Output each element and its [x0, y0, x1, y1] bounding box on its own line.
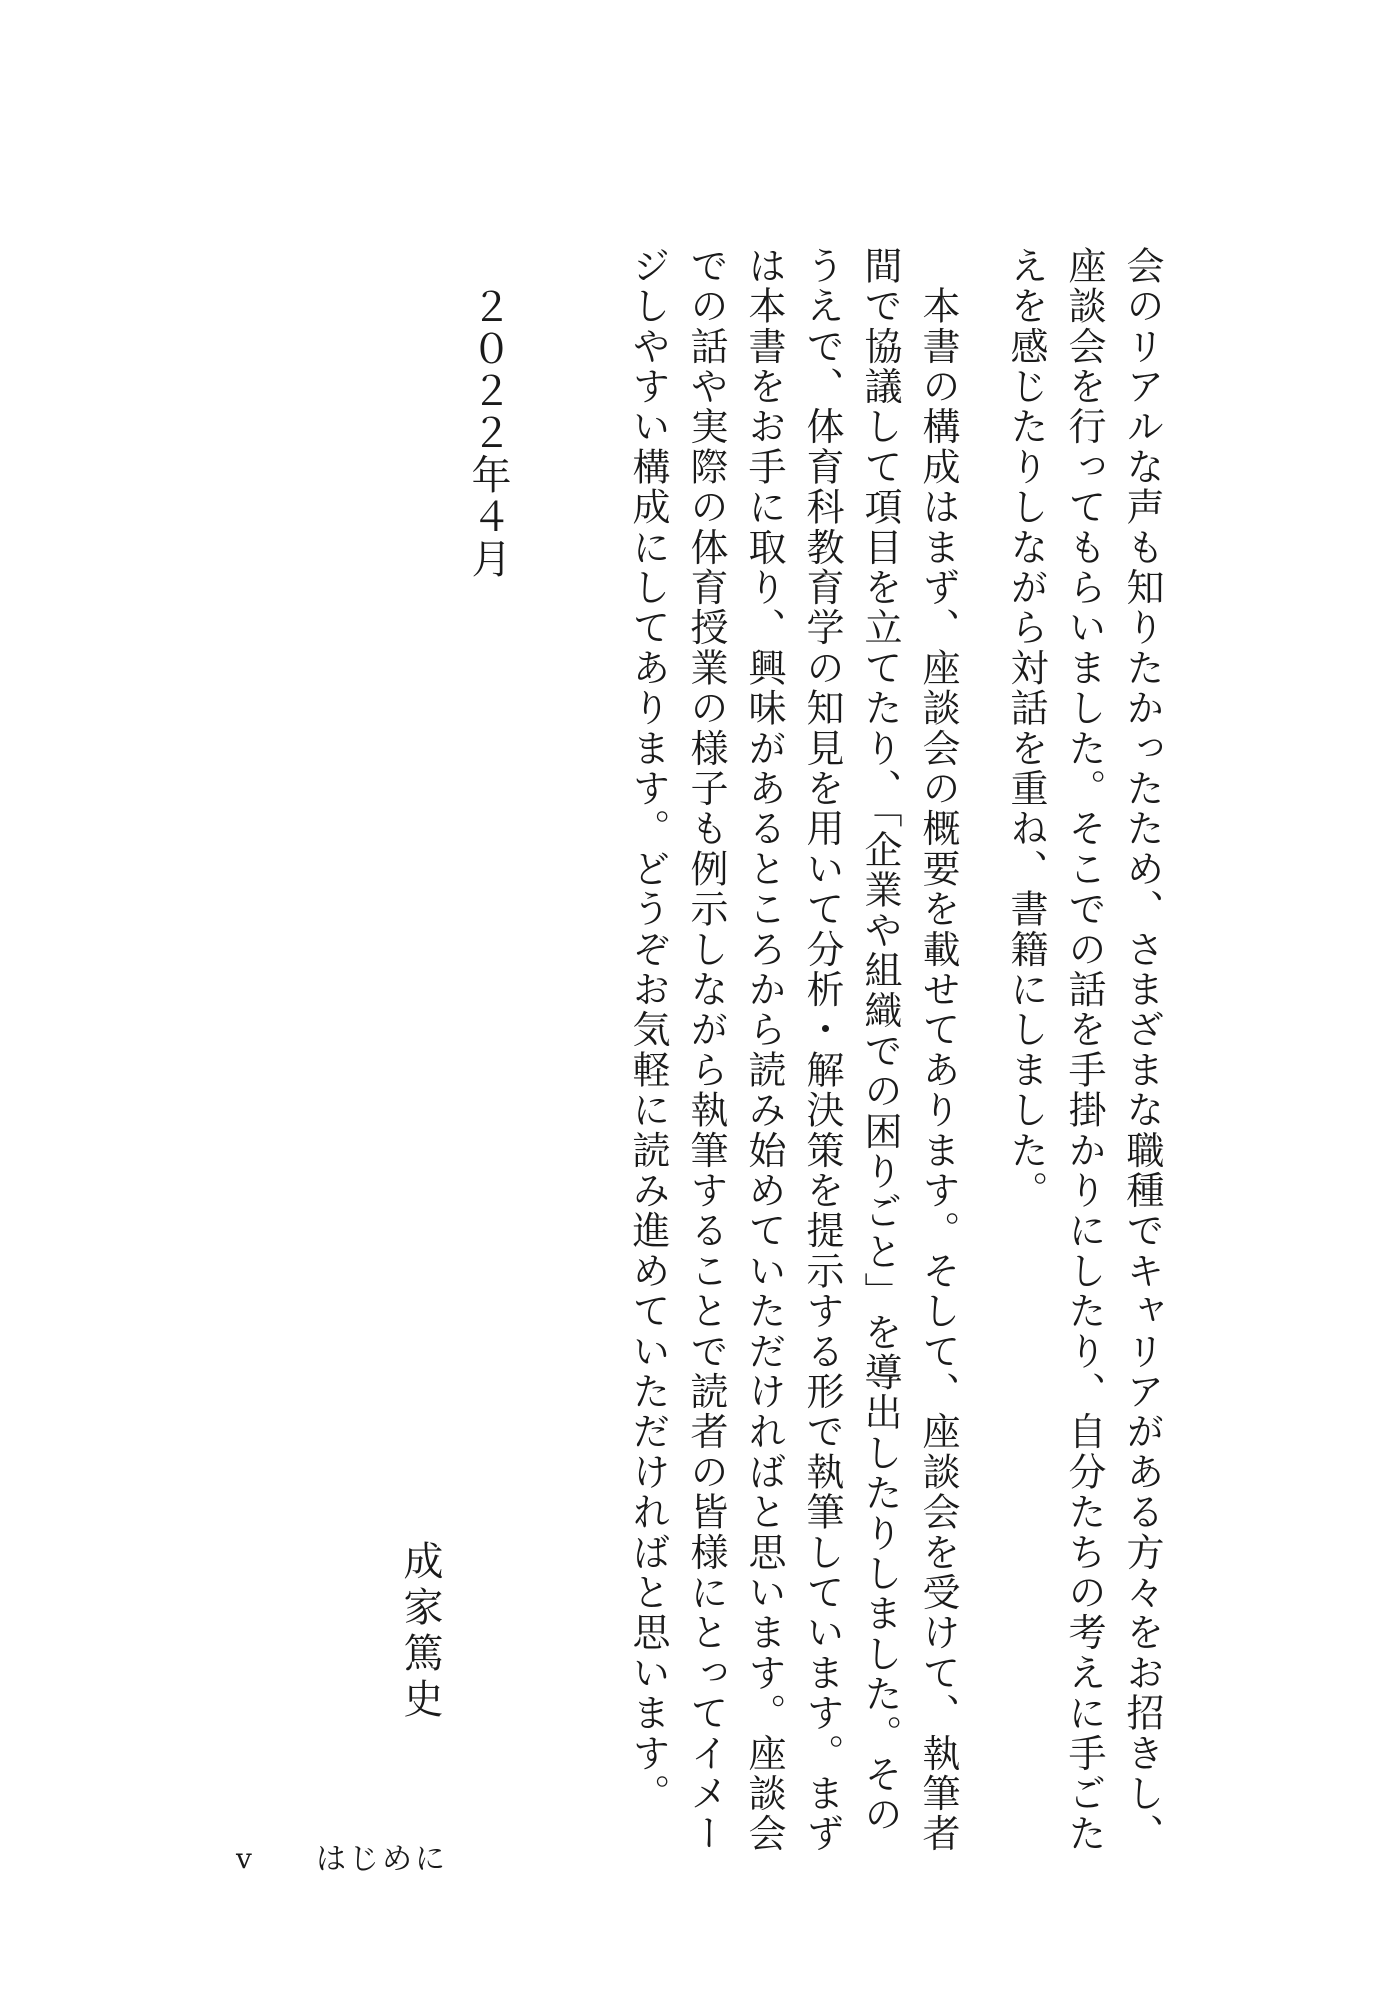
body-column-6: うえで、体育科教育学の知見を用いて分析・解決策を提示する形で執筆しています。まず	[800, 246, 844, 1854]
body-column-4: 本書の構成はまず、座談会の概要を載せてあります。そして、座談会を受けて、執筆者	[916, 246, 960, 1854]
body-column-7: は本書をお手に取り、興味があるところから読み始めていただければと思います。座談会	[742, 246, 786, 1854]
running-title: はじめに	[316, 1842, 448, 1877]
body-column-8: での話や実際の体育授業の様子も例示しながら執筆することで読者の皆様にとってイメー	[684, 246, 728, 1854]
page-number: v	[236, 1842, 252, 1875]
body-column-5: 間で協議して項目を立てたり、「企業や組織での困りごと」を導出したりしました。その	[858, 246, 902, 1835]
body-column-1: 会のリアルな声も知りたかったため、さまざまな職種でキャリアがある方々をお招きし、	[1120, 246, 1164, 1854]
body-column-3: えを感じたりしながら対話を重ね、書籍にしました。	[1004, 246, 1048, 1211]
author-name: 成家篤史	[397, 1540, 443, 1724]
date: ２０２２年４月	[465, 286, 511, 580]
body-column-9: ジしやすい構成にしてあります。どうぞお気軽に読み進めていただければと思います。	[626, 246, 670, 1814]
body-column-2: 座談会を行ってもらいました。そこでの話を手掛かりにしたり、自分たちの考えに手ごた	[1062, 246, 1106, 1854]
